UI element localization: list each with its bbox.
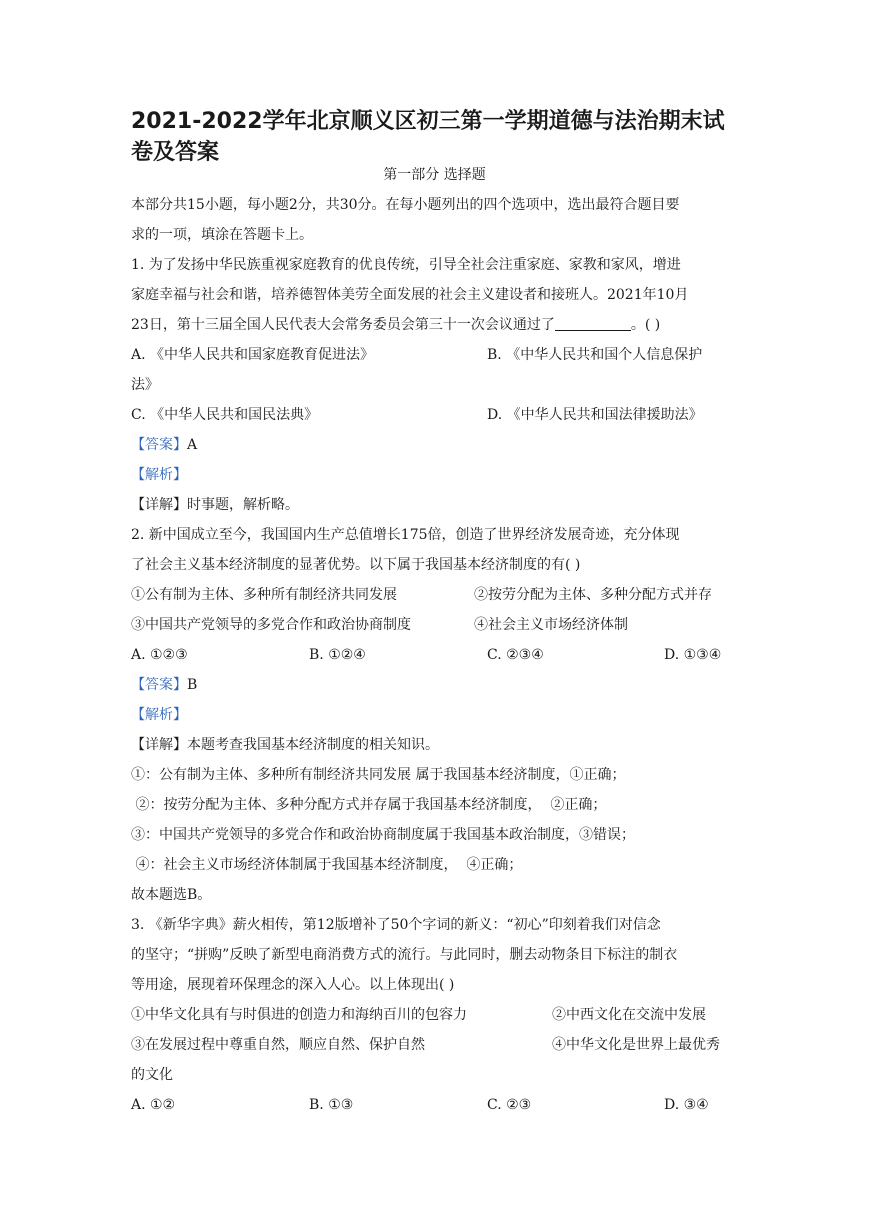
intro-line: 求的一项，填涂在答题卡上。 (131, 227, 313, 243)
q1-detail (131, 495, 299, 515)
document-title: 2021-2022学年北京顺义区初三第一学期道德与法治期末试卷及答案 (131, 109, 725, 165)
q2-option-d: D. ①③④ (664, 647, 722, 663)
q2-stem-line: 了社会主义基本经济制度的显著优势。以下属于我国基本经济制度的有( ) (131, 557, 581, 573)
q1-option-a: A. 《中华人民共和国家庭教育促进法》 (131, 347, 375, 363)
q2-option-b: B. ①②④ (309, 647, 366, 663)
q2-explain-line: ③：中国共产党领导的多党合作和政治协商制度属于我国基本政治制度，③错误； (131, 827, 635, 843)
q1-stem-line: 1. 为了发扬中华民族重视家庭教育的优良传统，引导全社会注重家庭、家教和家风，增进 (131, 257, 681, 273)
q2-stem-line: 2. 新中国成立至今，我国国内生产总值增长175倍，创造了世界经济发展奇迹，充分体现 (131, 527, 680, 543)
answer-tag: 【答案】 (131, 437, 187, 453)
q3-item-3: ③在发展过程中尊重自然，顺应自然、保护自然 (131, 1037, 425, 1053)
q3-item-1: ①中华文化具有与时俱进的创造力和海纳百川的包容力 (131, 1007, 467, 1023)
answer-blank (555, 316, 631, 331)
q2-conclusion: 故本题选B。 (131, 887, 212, 903)
q3-item-4-cont: 的文化 (131, 1067, 173, 1083)
q2-item-3: ③中国共产党领导的多党合作和政治协商制度 (131, 617, 411, 633)
q2-option-a: A. ①②③ (131, 647, 188, 663)
q2-analysis-tag: 【解析】 (131, 707, 187, 723)
q3-stem-line: 的坚守；“拼购”反映了新型电商消费方式的流行。与此同时，删去动物条目下标注的制衣 (131, 947, 678, 963)
q1-stem-text: 23日，第十三届全国人民代表大会常务委员会第三十一次会议通过了 (131, 317, 555, 333)
q1-analysis-tag: 【解析】 (131, 467, 187, 483)
q1-answer (131, 435, 197, 455)
answer-tag: 【答案】 (131, 677, 187, 693)
q2-explain-line: ④：社会主义市场经济体制属于我国基本经济制度， ④正确； (131, 857, 523, 873)
detail-text: 本题考查我国基本经济制度的相关知识。 (187, 737, 439, 753)
q2-item-4: ④社会主义市场经济体制 (474, 617, 628, 633)
detail-tag: 【详解】 (131, 497, 187, 513)
q1-stem-line: 家庭幸福与社会和谐，培养德智体美劳全面发展的社会主义建设者和接班人。2021年10月 (131, 287, 689, 303)
detail-tag: 【详解】 (131, 737, 187, 753)
q1-stem-line (131, 315, 660, 335)
q1-option-b-cont: 法》 (131, 377, 159, 393)
q2-item-2: ②按劳分配为主体、多种分配方式并存 (474, 587, 712, 603)
q2-answer (131, 675, 197, 695)
q2-detail (131, 735, 439, 755)
q3-option-a: A. ①② (131, 1097, 176, 1113)
intro-line: 本部分共15小题，每小题2分，共30分。在每小题列出的四个选项中，选出最符合题目要 (131, 197, 680, 213)
q3-item-2: ②中西文化在交流中发展 (552, 1007, 706, 1023)
q3-stem-line: 3. 《新华字典》薪火相传，第12版增补了50个字词的新义：“初心”印刻着我们对信念 (131, 917, 661, 933)
q2-item-1: ①公有制为主体、多种所有制经济共同发展 (131, 587, 397, 603)
answer-value: B (187, 677, 198, 693)
q2-explain-line: ②：按劳分配为主体、多种分配方式并存属于我国基本经济制度， ②正确； (131, 797, 607, 813)
q3-option-b: B. ①③ (309, 1097, 354, 1113)
answer-value: A (187, 437, 198, 453)
q1-stem-end: 。( ) (630, 317, 661, 333)
q3-option-c: C. ②③ (487, 1097, 532, 1113)
q3-stem-line: 等用途，展现着环保理念的深入人心。以上体现出( ) (131, 977, 455, 993)
q2-option-c: C. ②③④ (487, 647, 544, 663)
part-heading: 第一部分 选择题 (383, 167, 486, 183)
q1-option-d: D. 《中华人民共和国法律援助法》 (487, 407, 703, 423)
q3-item-4: ④中华文化是世界上最优秀 (552, 1037, 720, 1053)
q2-explain-line: ①：公有制为主体、多种所有制经济共同发展 属于我国基本经济制度，①正确； (131, 767, 626, 783)
detail-text: 时事题，解析略。 (187, 497, 299, 513)
q3-option-d: D. ③④ (664, 1097, 709, 1113)
q1-option-c: C. 《中华人民共和国民法典》 (131, 407, 319, 423)
q1-option-b: B. 《中华人民共和国个人信息保护 (487, 347, 703, 363)
